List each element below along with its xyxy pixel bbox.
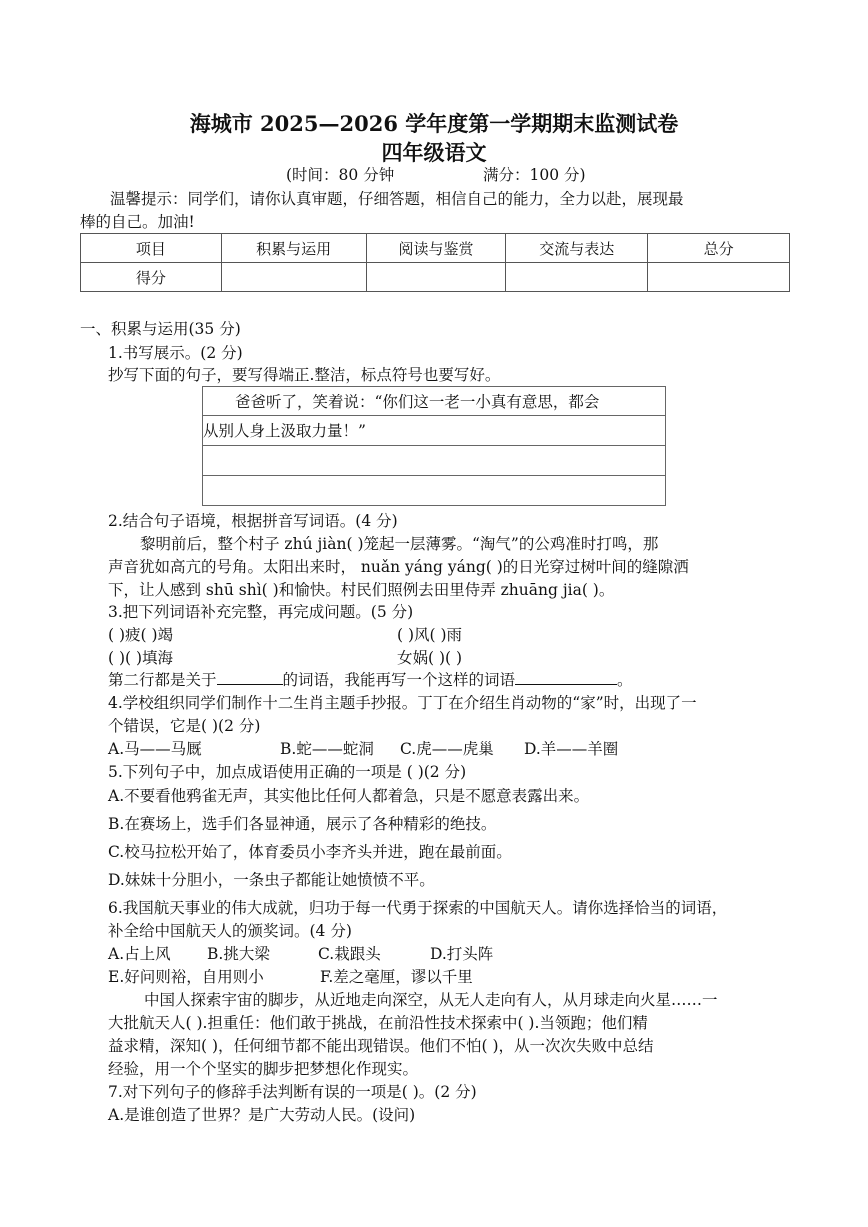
score-cell[interactable]: [648, 263, 790, 292]
q3-blank-2[interactable]: [515, 670, 617, 685]
score-header-reading: 阅读与鉴赏: [366, 234, 506, 263]
copy-row-2: 从别人身上汲取力量！”: [202, 416, 666, 446]
score-header-total: 总分: [648, 234, 790, 263]
q6-line-2: 补全给中国航天人的颁奖词。(4 分): [108, 922, 352, 940]
q3-question-part1: 第二行都是关于: [108, 671, 217, 689]
q3-row1-b: ( )风( )雨: [397, 626, 463, 644]
q3-title: 3.把下列词语补充完整，再完成问题。(5 分): [108, 603, 414, 621]
q4-line-2: 个错误，它是( )(2 分): [108, 717, 261, 735]
score-header-accumulation: 积累与运用: [221, 234, 366, 263]
score-cell[interactable]: [221, 263, 366, 292]
q6-paragraph-2: 大批航天人( ).担重任：他们敢于挑战，在前沿性技术探索中( ).当领跑；他们精: [108, 1014, 648, 1032]
q3-question-part3: 。: [617, 671, 633, 689]
q6-line-1: 6.我国航天事业的伟大成就，归功于每一代勇于探索的中国航天人。请你选择恰当的词语，: [108, 899, 728, 917]
score-header-expression: 交流与表达: [506, 234, 648, 263]
q6-option-a[interactable]: A.占上风: [108, 945, 171, 963]
q3-question-part2: 的词语，我能再写一个这样的词语: [282, 671, 516, 689]
q5-option-a[interactable]: A.不要看他鸦雀无声，其实他比任何人都着急，只是不愿意表露出来。: [108, 787, 590, 805]
q6-option-f[interactable]: F.差之毫厘，谬以千里: [320, 968, 473, 986]
tip-line-1: 温馨提示：同学们，请你认真审题，仔细答题，相信自己的能力，全力以赴，展现最: [110, 190, 684, 208]
q5-option-b[interactable]: B.在赛场上，选手们各显神通，展示了各种精彩的绝技。: [108, 815, 497, 833]
tip-line-2: 棒的自己。加油!: [80, 213, 195, 231]
q2-line-1: 黎明前后，整个村子 zhú jiàn( )笼起一层薄雾。“淘气”的公鸡准时打鸣，那: [140, 535, 659, 553]
q7-option-a[interactable]: A.是谁创造了世界？是广大劳动人民。(设问): [108, 1106, 416, 1124]
q7-title: 7.对下列句子的修辞手法判断有误的一项是( )。(2 分): [108, 1083, 477, 1101]
q6-option-d[interactable]: D.打头阵: [430, 945, 494, 963]
copy-answer-row-2[interactable]: [202, 476, 666, 506]
q4-option-c[interactable]: C.虎——虎巢: [400, 740, 494, 758]
score-cell[interactable]: [506, 263, 648, 292]
q4-option-b[interactable]: B.蛇——蛇洞: [280, 740, 374, 758]
q3-question: [108, 669, 633, 691]
q1-instruction: 抄写下面的句子，要写得端正.整洁，标点符号也要写好。: [108, 366, 501, 384]
q3-row2-a: ( )( )填海: [108, 649, 174, 667]
q2-line-3: 下，让人感到 shū shì( )和愉快。村民们照例去田里侍弄 zhuāng jia( )。: [108, 581, 615, 599]
q6-option-b[interactable]: B.挑大梁: [207, 945, 270, 963]
copy-row-1: 爸爸听了，笑着说：“你们这一老一小真有意思，都会: [202, 386, 666, 416]
section-1-heading: 一、积累与运用(35 分): [80, 320, 241, 338]
copy-answer-row-1[interactable]: [202, 446, 666, 476]
q6-option-e[interactable]: E.好问则裕，自用则小: [108, 968, 264, 986]
q3-row1-a: ( )疲( )竭: [108, 626, 174, 644]
score-info: 满分：100 分): [483, 166, 586, 184]
copy-writing-box: [202, 386, 666, 506]
q5-title: 5.下列句子中，加点成语使用正确的一项是 ( )(2 分): [108, 763, 467, 781]
exam-title: 海城市 2025—2026 学年度第一学期期末监测试卷: [189, 111, 679, 136]
q2-title: 2.结合句子语境，根据拼音写词语。(4 分): [108, 512, 398, 530]
q6-option-c[interactable]: C.栽跟头: [318, 945, 381, 963]
score-table: [80, 233, 790, 292]
exam-subtitle: 四年级语文: [381, 140, 487, 165]
q4-option-d[interactable]: D.羊——羊圈: [524, 740, 619, 758]
q6-paragraph-1: 中国人探索宇宙的脚步，从近地走向深空，从无人走向有人，从月球走向火星……一: [144, 991, 718, 1009]
q2-line-2: 声音犹如高亢的号角。太阳出来时， nuǎn yáng yáng( )的日光穿过树叶间的缝隙洒: [108, 558, 689, 576]
q6-paragraph-3: 益求精，深知( )，任何细节都不能出现错误。他们不怕( )，从一次次失败中总结: [108, 1037, 654, 1055]
q4-line-1: 4.学校组织同学们制作十二生肖主题手抄报。丁丁在介绍生肖动物的“家”时，出现了一: [108, 694, 697, 712]
q4-option-a[interactable]: A.马——马厩: [108, 740, 202, 758]
score-table-header-row: [81, 234, 790, 263]
score-header-item: 项目: [81, 234, 222, 263]
q3-blank-1[interactable]: [217, 670, 283, 685]
q6-paragraph-4: 经验，用一个个坚实的脚步把梦想化作现实。: [108, 1060, 419, 1078]
q3-row2-b: 女娲( )( ): [397, 649, 463, 667]
q1-title: 1.书写展示。(2 分): [108, 344, 243, 362]
q5-option-d[interactable]: D.妹妹十分胆小，一条虫子都能让她愤愤不平。: [108, 871, 435, 889]
score-row-label: 得分: [81, 263, 222, 292]
time-info: (时间：80 分钟: [286, 166, 395, 184]
score-table-score-row: [81, 263, 790, 292]
q5-option-c[interactable]: C.校马拉松开始了，体育委员小李齐头并进，跑在最前面。: [108, 843, 512, 861]
score-cell[interactable]: [366, 263, 506, 292]
